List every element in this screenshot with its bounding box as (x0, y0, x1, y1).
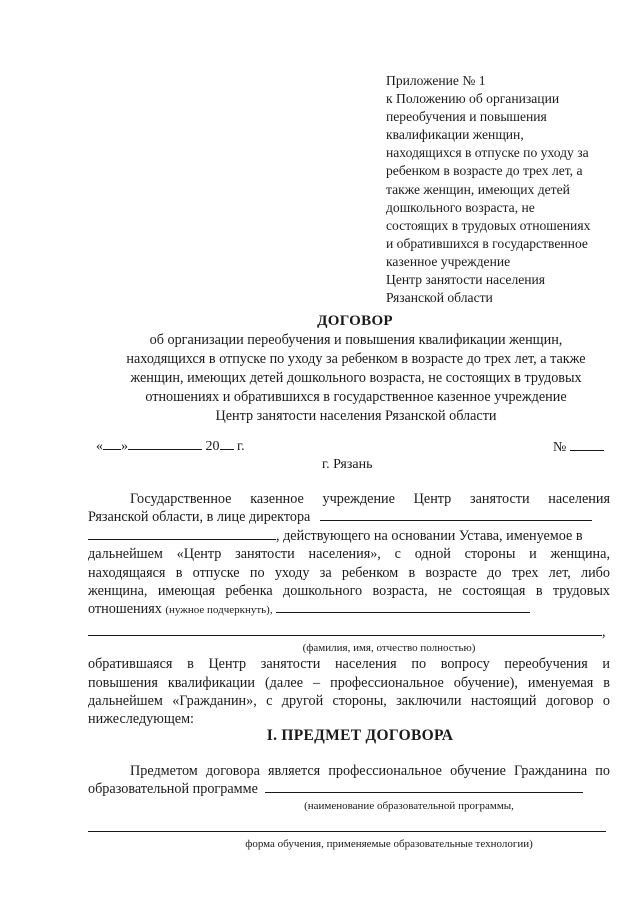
document-title: ДОГОВОР (317, 313, 393, 329)
body-line (88, 508, 610, 526)
subtitle-line: женщин, имеющих детей дошкольного возраста, не состоящих в трудовых (130, 370, 582, 386)
appendix-block (386, 72, 626, 307)
form-caption: форма обучения, применяемые образовательные технологии) (245, 838, 533, 851)
section-title-subject: I. ПРЕДМЕТ ДОГОВОРА (266, 727, 454, 744)
contract-number (553, 438, 604, 456)
body-line: женщина, имеющая ребенка дошкольного возраста, не состоящая в трудовых (88, 582, 610, 599)
date-close-quote: » (121, 439, 128, 454)
contract-city: г. Рязань (322, 457, 373, 472)
body-line: дальнейшем «Центр занятости населения», с одной стороны и женщина, (88, 546, 610, 563)
appendix-line: находящихся в отпуске по уходу за (386, 145, 589, 161)
body-line-text: , действующего на основании Устава, именуемое в (276, 527, 583, 544)
body-line: Государственное казенное учреждение Центр занятости населения (130, 491, 610, 507)
appendix-line: состоящих в трудовых отношениях (386, 217, 591, 233)
number-blank (570, 438, 604, 451)
contract-preamble (88, 490, 610, 729)
date-open-quote: « (96, 439, 103, 454)
body-line-text: отношениях (88, 601, 162, 618)
body-line (88, 527, 610, 545)
fio-caption: (фамилия, имя, отчество полностью) (302, 642, 476, 655)
year-suffix: г. (237, 439, 245, 454)
body-line (88, 600, 610, 618)
body-line-text: Рязанской области, в лице директора (88, 509, 311, 526)
director-name-blank (320, 508, 592, 521)
body-line (88, 780, 610, 798)
director-name-blank-cont (88, 527, 276, 540)
appendix-line: и обратившихся в государственное (386, 235, 588, 251)
subtitle-line: находящихся в отпуске по уходу за ребенком в возрасте до трех лет, а также (126, 351, 586, 367)
body-line: обратившаяся в Центр занятости населения по вопросу переобучения и (88, 656, 610, 673)
subtitle-line: Центр занятости населения Рязанской области (215, 408, 497, 424)
program-blank (265, 780, 583, 793)
program-blank-cont (88, 819, 606, 832)
number-sign: № (553, 440, 567, 455)
year-blank (220, 437, 234, 450)
appendix-line: Приложение № 1 (386, 73, 486, 88)
body-line: Предметом договора является профессиональное обучение Гражданина по (130, 763, 610, 779)
contract-date (96, 437, 245, 455)
body-line: находящаяся в отпуске по уходу за ребенком в возрасте до трех лет, либо (88, 564, 610, 581)
appendix-line: квалификации женщин, (386, 127, 524, 143)
year-prefix: 20 (205, 439, 220, 454)
appendix-line: Рязанской области (386, 290, 493, 306)
body-line (88, 819, 610, 837)
subtitle-line: об организации переобучения и повышения квалификации женщин, (149, 332, 563, 348)
body-line: повышения квалификации (далее – профессиональное обучение), именуемая в (88, 674, 610, 691)
appendix-line: также женщин, имеющих детей (386, 181, 570, 197)
body-line-text: образовательной программе (88, 781, 258, 798)
month-blank (128, 437, 202, 450)
status-blank (276, 600, 530, 613)
appendix-line: дошкольного возраста, не (386, 199, 535, 215)
appendix-line: Центр занятости населения (386, 272, 546, 288)
section-subject-text (88, 762, 610, 851)
subtitle-line: отношениях и обратившихся в государственное казенное учреждение (145, 389, 567, 405)
document-subtitle (96, 331, 616, 426)
body-line: дальнейшем «Гражданин», с другой стороны, заключили настоящий договор о (88, 692, 610, 709)
day-blank (103, 437, 121, 450)
body-line (88, 623, 610, 641)
fio-comma: , (602, 623, 606, 640)
fio-blank (88, 623, 602, 636)
appendix-line: переобучения и повышения (386, 109, 547, 125)
appendix-line: к Положению об организации (386, 91, 560, 107)
program-caption: (наименование образовательной программы, (304, 799, 514, 812)
underline-note: (нужное подчеркнуть), (165, 604, 273, 617)
appendix-line: ребенком в возрасте до трех лет, а (386, 163, 583, 179)
body-line: нижеследующем: (88, 711, 194, 728)
appendix-line: казенное учреждение (386, 253, 511, 269)
